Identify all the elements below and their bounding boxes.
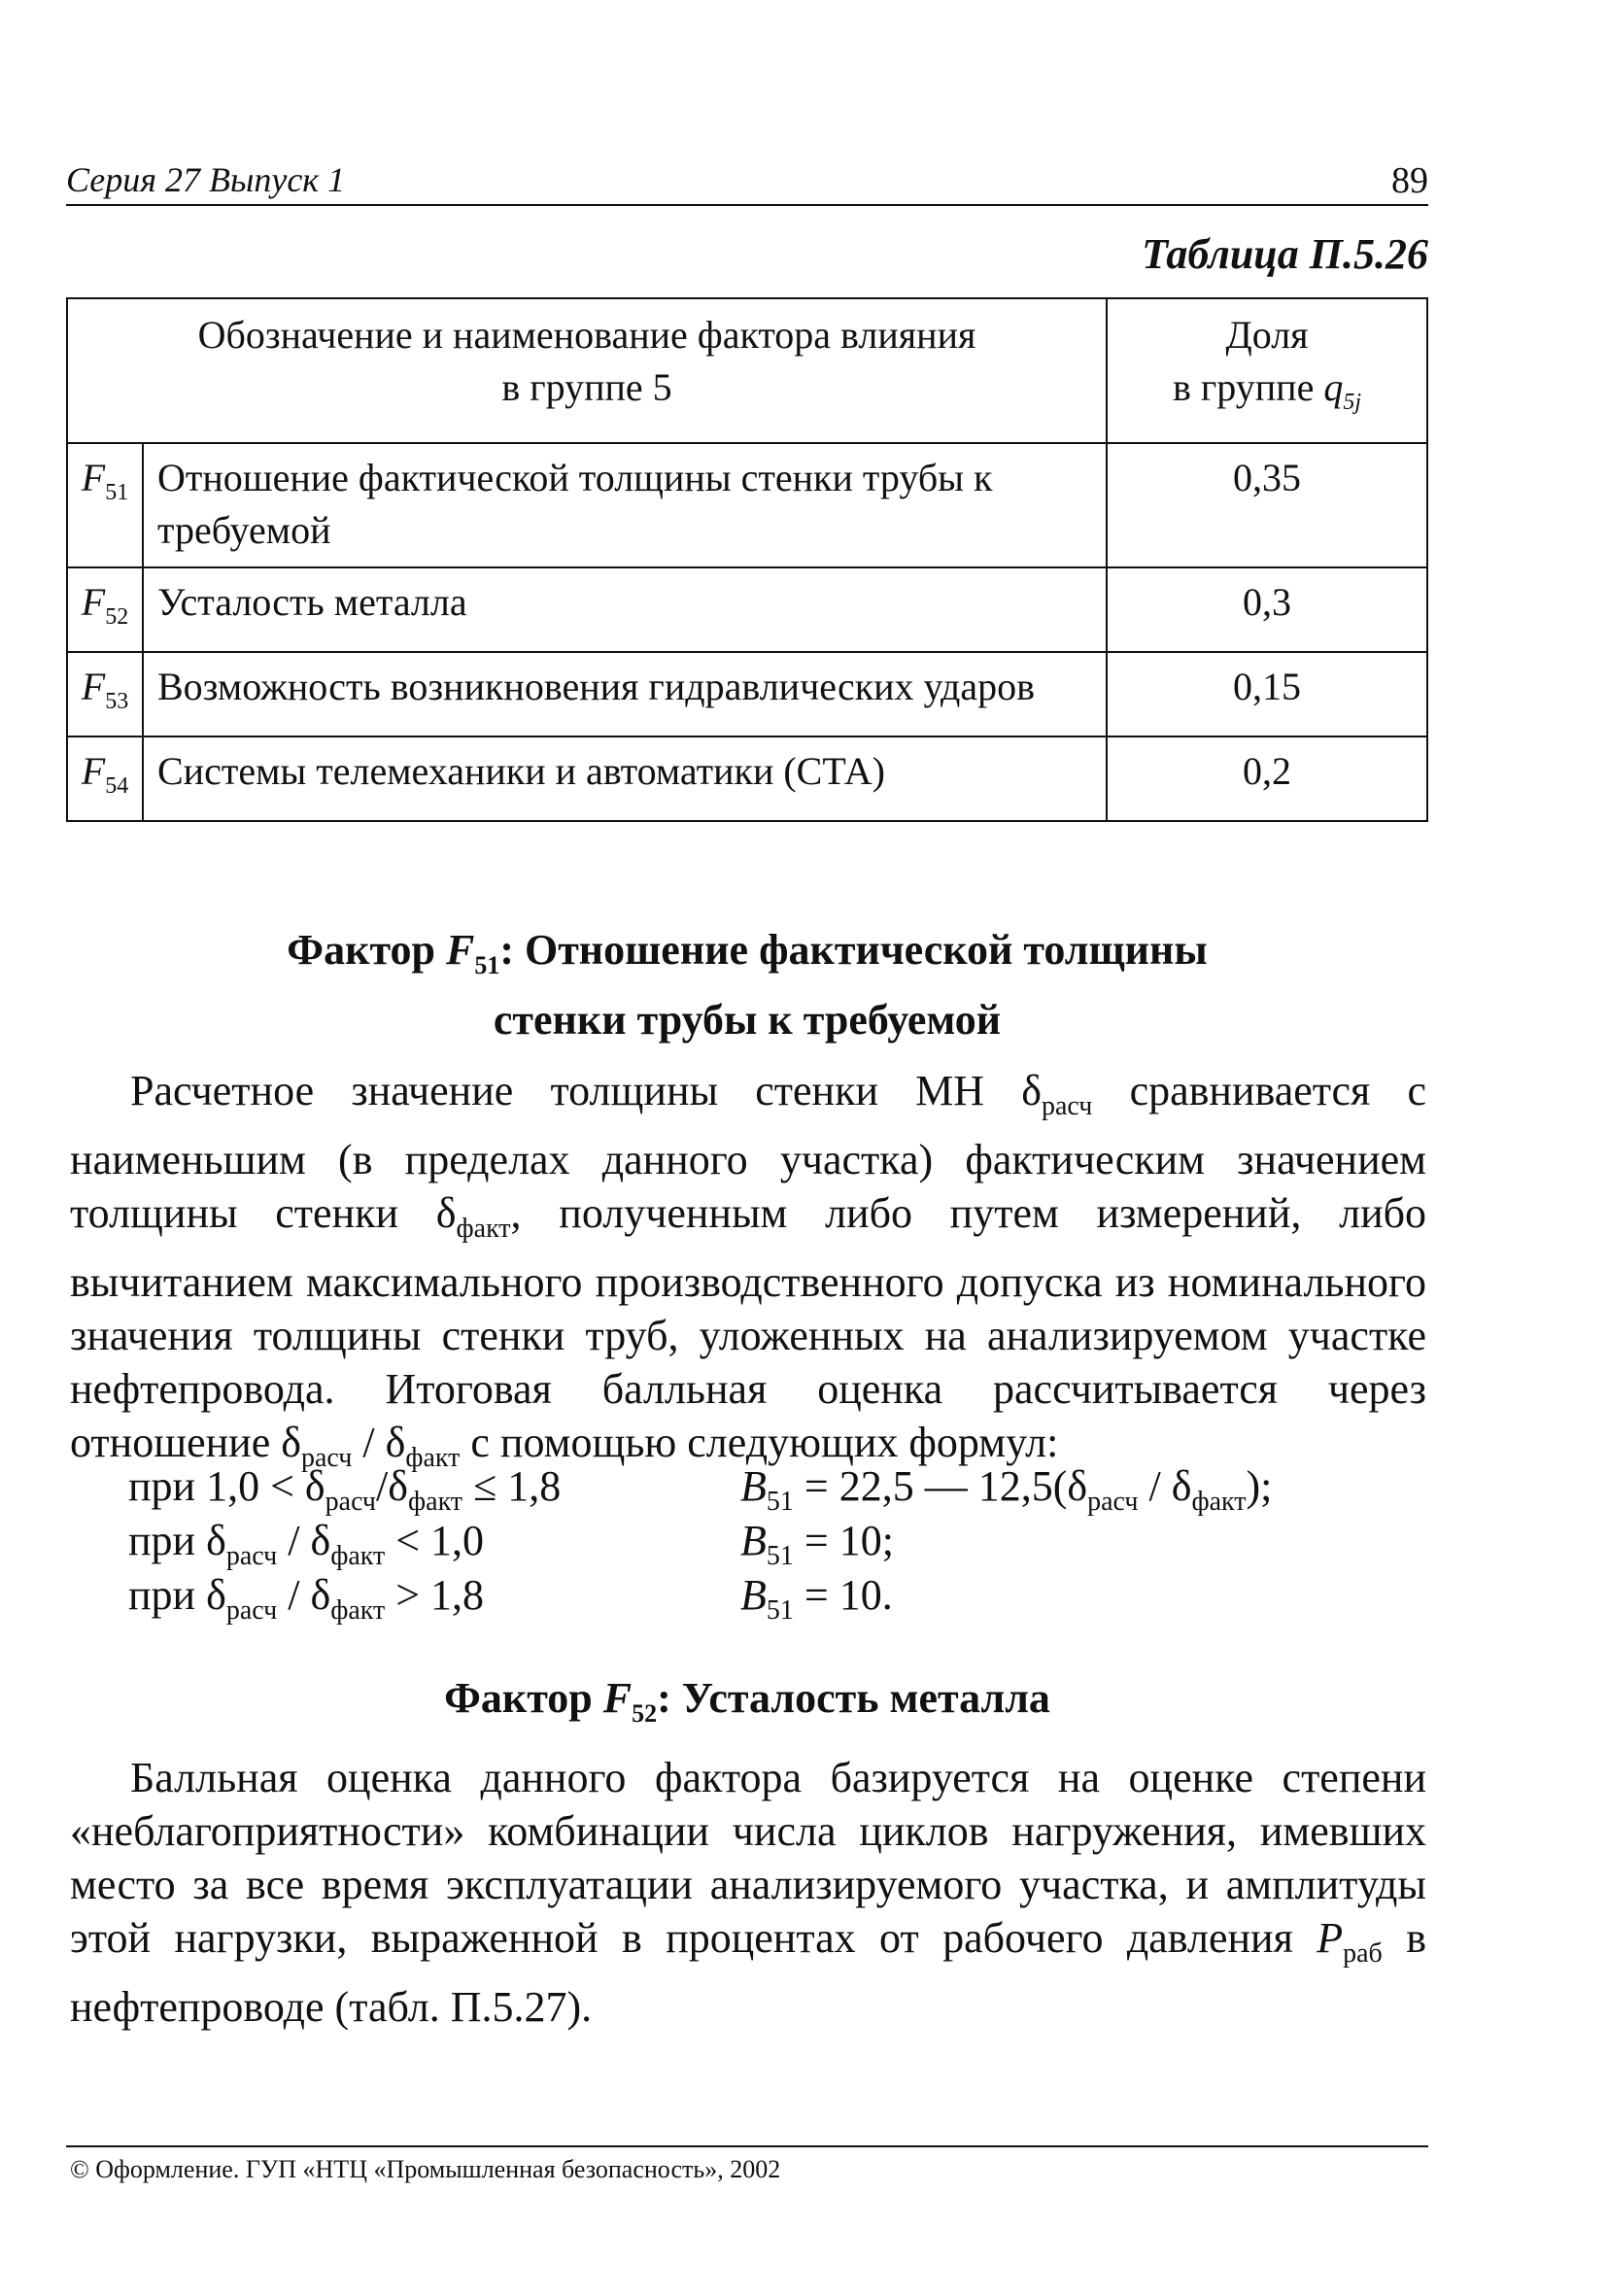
table-row: [67, 567, 1427, 652]
footer-rule: [66, 2145, 1428, 2147]
share-symbol: $q_{5j}$: [1323, 365, 1361, 415]
paragraph-f52: Балльная оценка данного фактора базируется на оценке степени «неблагоприятности» комбинации числа циклов нагружения, имевших место за все время эксплуатации анализируемого участка, и амплитуды этой нагрузки, выраженной в процентах от рабочего давления $P_{раб}$ в нефтепроводе (табл. П.5.27).: [70, 1754, 1426, 2031]
factors-table: [66, 297, 1428, 822]
formulas-block: [128, 1459, 1430, 1626]
factor-code: $F_{52}$: [67, 567, 143, 652]
factor-share: 0,3: [1107, 567, 1427, 652]
page-number: 89: [1391, 160, 1428, 201]
formula-condition: при $\delta_{расч} / \delta_{факт} < 1,0$: [128, 1517, 485, 1571]
table-row: [67, 737, 1427, 821]
factor-code: $F_{54}$: [67, 737, 143, 821]
header-name-cell: Обозначение и наименование фактора влияния в группе 5: [67, 298, 1107, 443]
running-header: [66, 154, 1428, 200]
factor-name: Отношение фактической толщины стенки трубы к требуемой: [143, 443, 1107, 567]
factor-code: $F_{53}$: [67, 652, 143, 737]
header-rule: [66, 204, 1428, 206]
paragraph-f51: Расчетное значение толщины стенки МН $\delta_{расч}$ сравнивается с наименьшим (в пределах данного участка) фактическим значением толщины стенки $\delta_{факт}$, полученным либо путем измерений, либо вычитанием максимального производственного допуска из номинального значения толщины стенки труб, уложенных на анализируемом участке нефтепровода. Итоговая балльная оценка рассчитывается через отношение $\delta_{расч} / \delta_{факт}$ с помощью следующих формул:: [70, 1067, 1427, 1473]
series-label: Серия 27 Выпуск 1: [66, 160, 346, 199]
formula-result: $B_{51} = 22,5$ — $12,5(\delta_{расч} / \delta_{факт})$;: [740, 1462, 1273, 1517]
copyright-footer: © Оформление. ГУП «НТЦ «Промышленная безопасность», 2002: [70, 2155, 781, 2183]
factor-code: $F_{51}$: [67, 443, 143, 567]
factor-name: Системы телемеханики и автоматики (СТА): [143, 737, 1107, 821]
factor-share: 0,35: [1107, 443, 1427, 567]
formula-row: [128, 1514, 1430, 1571]
header-share-cell: Доля в группе $q_{5j}$: [1107, 298, 1427, 443]
formula-row: [128, 1568, 1430, 1626]
formula-result: $B_{51} = 10$.: [740, 1571, 893, 1626]
section-title-f51: Фактор $F_{51}$: Отношение фактической толщины стенки трубы к требуемой: [287, 926, 1208, 1044]
factor-name: Возможность возникновения гидравлических ударов: [143, 652, 1107, 737]
factor-name: Усталость металла: [143, 567, 1107, 652]
table-row: [67, 443, 1427, 567]
formula-row: [128, 1459, 1430, 1517]
section-title-f52: Фактор $F_{52}$: Усталость металла: [444, 1674, 1050, 1728]
factor-share: 0,15: [1107, 652, 1427, 737]
table-row: [67, 652, 1427, 737]
formula-result: $B_{51} = 10$;: [740, 1517, 894, 1571]
table-header-row: [67, 298, 1427, 443]
table-caption: Таблица П.5.26: [1142, 230, 1428, 278]
formula-condition: при $1,0 < \delta_{расч}/\delta_{факт} \le 1,8$: [128, 1462, 562, 1517]
factor-share: 0,2: [1107, 737, 1427, 821]
formula-condition: при $\delta_{расч} / \delta_{факт} > 1,8$: [128, 1571, 485, 1626]
